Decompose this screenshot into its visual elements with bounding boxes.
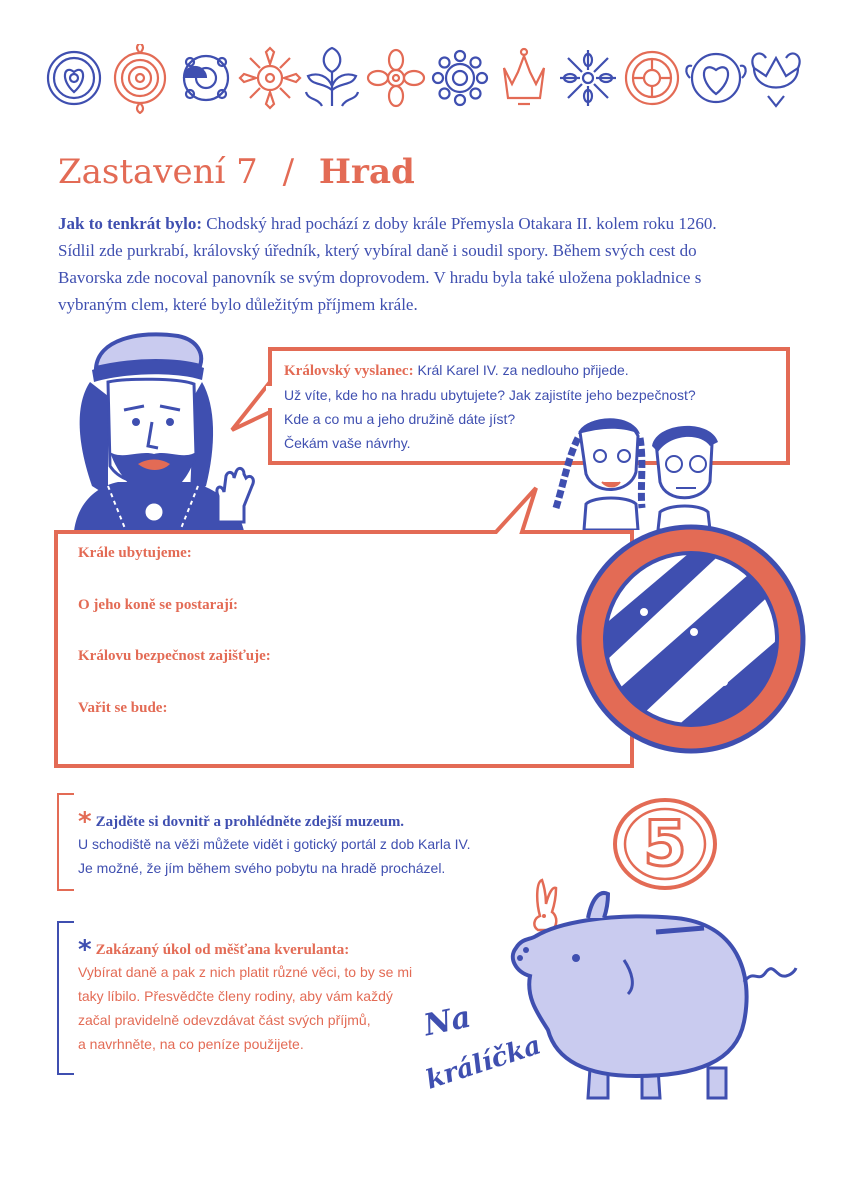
- handwritten-word-2: králíčka: [422, 1030, 545, 1096]
- handwritten-word-1: Na: [420, 999, 475, 1044]
- note2-line-2: taky líbilo. Přesvědčte členy rodiny, aby vám každý: [78, 988, 393, 1004]
- speech-line-3: Kde a co mu a jeho družině dáte jíst?: [284, 411, 516, 427]
- flower-ornament-3: [184, 56, 228, 100]
- note1-bracket: [56, 792, 76, 892]
- intro-text: Chodský hrad pochází z doby krále Přemysla Otakara II. kolem roku 1260. Sídlil zde purkrabí, královský úředník, který vybíral daně i soudil spory. Během svých cest do Bavorska zde nocoval panovník se svým doprovodem. V hradu byla také uložena pokladnice s vybraným clem, které bylo důležitým příjmem krále.: [58, 214, 717, 314]
- answer-prompt-cooking: Vařit se bude:: [78, 700, 168, 716]
- flower-ornament-1: [48, 52, 100, 104]
- piggy-bank-illustration: [496, 872, 802, 1108]
- note1-line-2: Je možné, že jím během svého pobytu na hradě procházel.: [78, 860, 446, 876]
- flower-ornament-11: [686, 54, 745, 102]
- speech-line-1: Král Karel IV. za nedlouho přijede.: [413, 362, 629, 378]
- title-separator: /: [282, 152, 295, 192]
- answer-bubble: [52, 482, 640, 772]
- speech-tail-cover: [266, 382, 274, 412]
- speaker-label: Královský vyslanec:: [284, 363, 414, 379]
- flower-ornament-7: [433, 51, 487, 105]
- answer-prompt-security: Královu bezpečnost zajišťuje:: [78, 648, 271, 664]
- note2-title: Zakázaný úkol od měšťana kverulanta:: [95, 942, 350, 958]
- intro-paragraph: [58, 210, 748, 318]
- note2-line-3: začal pravidelně odevzdávat část svých příjmů,: [78, 1012, 371, 1028]
- speech-line-4: Čekám vaše návrhy.: [284, 435, 411, 451]
- flower-ornament-8: [504, 49, 544, 104]
- flower-ornament-2: [115, 44, 165, 113]
- note2-line-4: a navrhněte, na co peníze použijete.: [78, 1036, 304, 1052]
- flower-ornament-12: [752, 53, 799, 106]
- note1: [78, 807, 471, 880]
- flower-ornament-5: [306, 48, 358, 106]
- flower-border: [40, 44, 810, 114]
- note2: [78, 935, 413, 1056]
- page-title: [58, 152, 415, 192]
- note1-line-1: U schodiště na věži můžete vidět i gotický portál z dob Karla IV.: [78, 836, 471, 852]
- star-icon: *: [78, 807, 92, 837]
- flower-ornament-10: [626, 52, 678, 104]
- flower-ornament-4: [240, 48, 300, 108]
- answer-prompt-lodging: Krále ubytujeme:: [78, 545, 192, 561]
- flower-ornament-6: [368, 50, 424, 106]
- flower-ornament-9: [560, 50, 616, 106]
- speech-line-2: Už víte, kde ho na hradu ubytujete? Jak zajistíte jeho bezpečnost?: [284, 387, 696, 403]
- note2-bracket: [56, 920, 76, 1076]
- stop-number: Zastavení 7: [58, 152, 258, 192]
- star-icon: *: [78, 935, 92, 965]
- answer-prompt-horses: O jeho koně se postarají:: [78, 597, 238, 613]
- striped-shield-illustration: [574, 522, 808, 756]
- note2-line-1: Vybírat daně a pak z nich platit různé věci, to by se mi: [78, 964, 413, 980]
- note1-title: Zajděte si dovnitř a prohlédněte zdejší muzeum.: [95, 814, 405, 830]
- coin-value: 5: [643, 807, 687, 880]
- stop-name: Hrad: [318, 152, 415, 192]
- intro-lead: Jak to tenkrát bylo:: [58, 214, 203, 233]
